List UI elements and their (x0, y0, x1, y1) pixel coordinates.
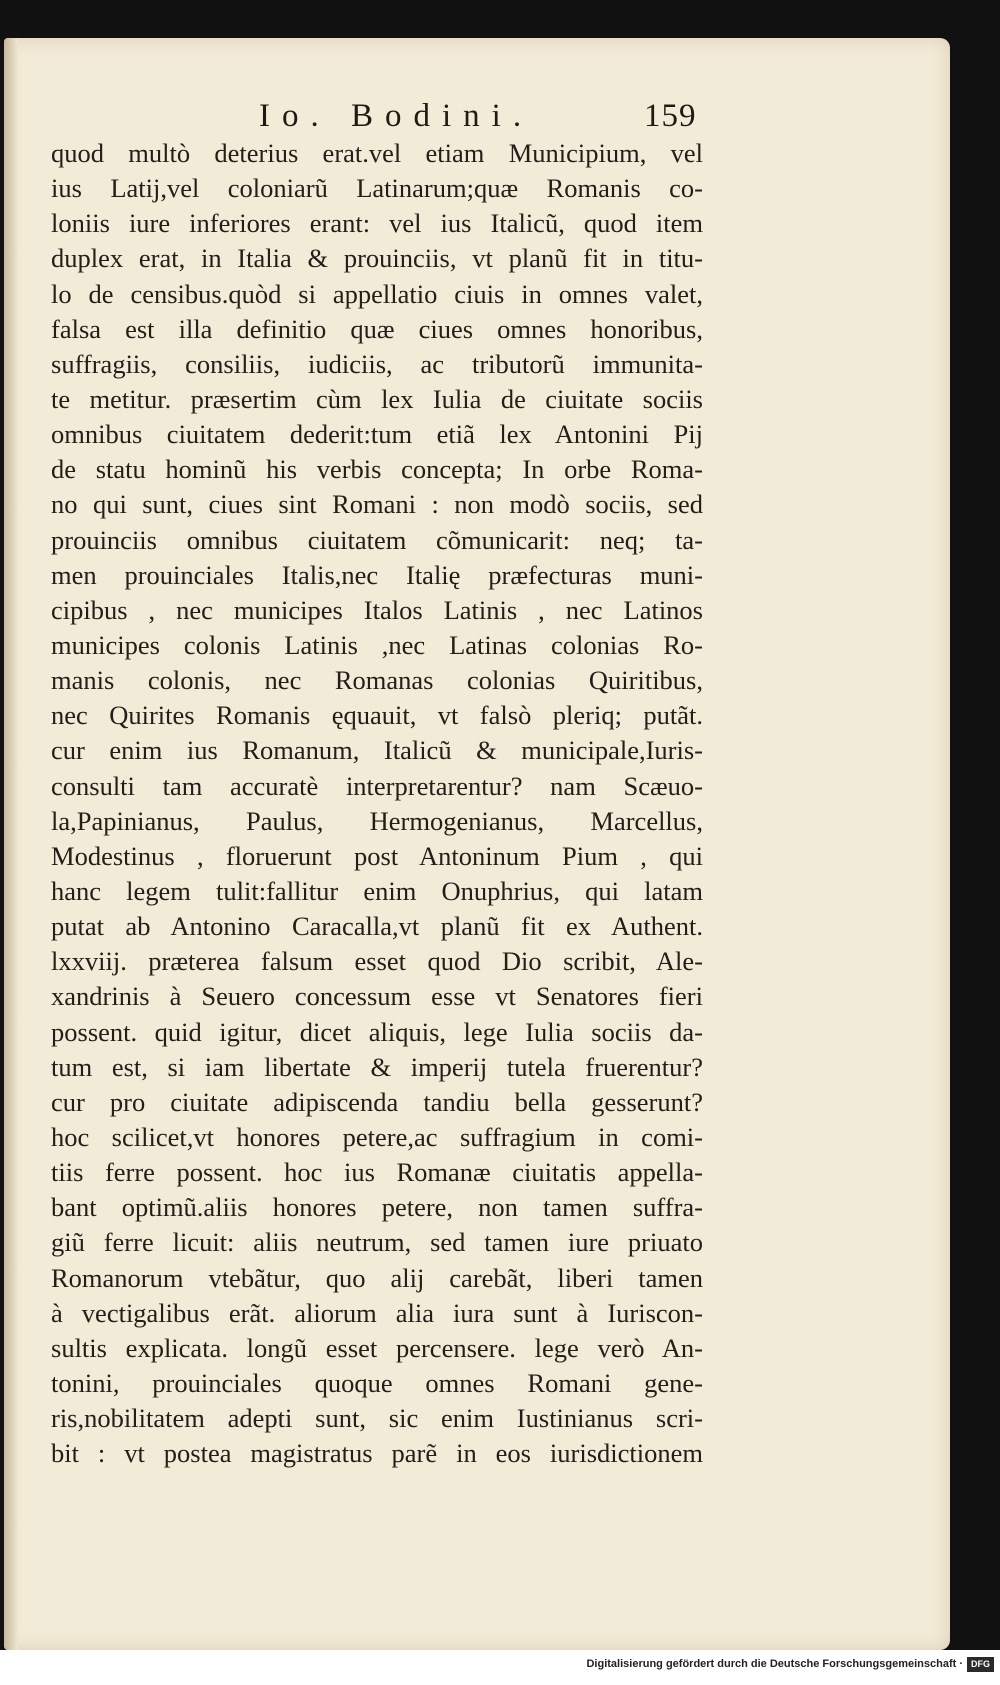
text-line: tum est, si iam libertate & imperij tutela fruerentur? (51, 1051, 703, 1082)
text-line: quod multò deterius erat.vel etiam Municipium, vel (51, 138, 703, 168)
text-line: hoc scilicet,vt honores petere,ac suffragium in comi- (51, 1121, 703, 1152)
text-line: suffragiis, consiliis, iudiciis, ac tributorũ immunita- (51, 348, 703, 379)
text-line: lxxviij. præterea falsum esset quod Dio scribit, Ale- (51, 946, 703, 977)
text-line: giũ ferre licuit: aliis neutrum, sed tamen iure priuato (51, 1227, 703, 1258)
text-line: Modestinus , floruerunt post Antoninum Pium , qui (51, 840, 703, 871)
text-line: hanc legem tulit:fallitur enim Onuphrius, qui latam (51, 875, 703, 906)
text-line: ius Latij,vel coloniarũ Latinarum;quæ Romanis co- (51, 173, 703, 204)
page-number: 159 (644, 98, 697, 134)
text-line: cur enim ius Romanum, Italicũ & municipale,Iuris- (51, 735, 703, 766)
text-line: loniis iure inferiores erant: vel ius Italicũ, quod item (51, 208, 703, 239)
text-line: men prouinciales Italis,nec Italię præfecturas muni- (51, 559, 703, 590)
text-line: consulti tam accuratè interpretarentur? nam Scæuo- (51, 770, 703, 801)
text-line: bant optimũ.aliis honores petere, non tamen suffra- (51, 1192, 703, 1223)
text-line: te metitur. præsertim cùm lex Iulia de ciuitate sociis (51, 383, 703, 414)
text-line: la,Papinianus, Paulus, Hermogenianus, Marcellus, (51, 805, 703, 836)
text-line: bit : vt postea magistratus parẽ in eos iurisdictionem (51, 1438, 703, 1469)
page-gutter-shadow (4, 38, 18, 1650)
text-line: possent. quid igitur, dicet aliquis, lege Iulia sociis da- (51, 1016, 703, 1047)
dfg-logo: DFG (967, 1657, 994, 1672)
text-line: cipibus , nec municipes Italos Latinis , nec Latinos (51, 594, 703, 625)
text-line: xandrinis à Seuero concessum esse vt Senatores fieri (51, 981, 703, 1012)
running-head-title: Io. Bodini. (259, 98, 534, 134)
text-line: municipes colonis Latinis ,nec Latinas colonias Ro- (51, 629, 703, 660)
text-line: ris,nobilitatem adepti sunt, sic enim Iustinianus scri- (51, 1403, 703, 1434)
text-line: no qui sunt, ciues sint Romani : non modò sociis, sed (51, 489, 703, 520)
text-line: Romanorum vtebãtur, quo alij carebãt, liberi tamen (51, 1262, 703, 1293)
text-line: duplex erat, in Italia & prouinciis, vt planũ fit in titu- (51, 243, 703, 274)
text-line: lo de censibus.quòd si appellatio ciuis in omnes valet, (51, 278, 703, 309)
text-line: cur pro ciuitate adipiscenda tandiu bella gesserunt? (51, 1086, 703, 1117)
text-line: omnibus ciuitatem dederit:tum etiã lex Antonini Pij (51, 419, 703, 450)
text-line: prouinciis omnibus ciuitatem cõmunicarit: neq; ta- (51, 524, 703, 555)
text-line: falsa est illa definitio quæ ciues omnes honoribus, (51, 313, 703, 344)
footer-band (0, 1650, 1000, 1685)
text-line: tiis ferre possent. hoc ius Romanæ ciuitatis appella- (51, 1157, 703, 1188)
text-line: nec Quirites Romanis ęquauit, vt falsò pleriq; putãt. (51, 700, 703, 731)
funding-credit: Digitalisierung gefördert durch die Deutsche Forschungsgemeinschaft · (586, 1658, 963, 1670)
text-line: sultis explicata. longũ esset percensere. lege verò An- (51, 1332, 703, 1363)
text-line: putat ab Antonino Caracalla,vt planũ fit ex Authent. (51, 911, 703, 942)
text-line: à vectigalibus erãt. aliorum alia iura sunt à Iuriscon- (51, 1297, 703, 1328)
body-text (51, 136, 703, 1471)
book-page (4, 38, 950, 1650)
text-line: tonini, prouinciales quoque omnes Romani gene- (51, 1367, 703, 1398)
text-line: manis colonis, nec Romanas colonias Quiritibus, (51, 665, 703, 696)
text-line: de statu hominũ his verbis concepta; In orbe Roma- (51, 454, 703, 485)
